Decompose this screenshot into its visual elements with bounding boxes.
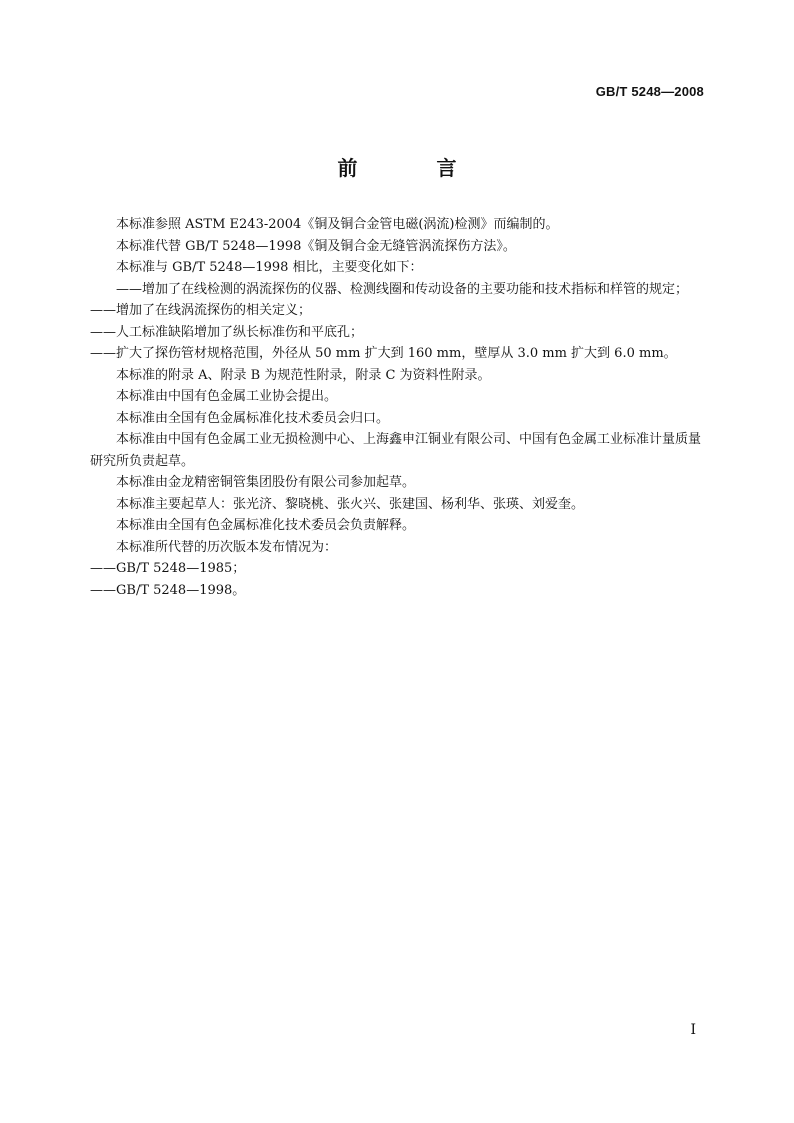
paragraph: 本标准由金龙精密铜管集团股份有限公司参加起草。 bbox=[116, 475, 416, 490]
list-item: ——扩大了探伤管材规格范围，外径从 50 mm 扩大到 160 mm，壁厚从 3.0 mm 扩大到 6.0 mm。 bbox=[90, 346, 677, 361]
list-item: ——增加了在线检测的涡流探伤的仪器、检测线圈和传动设备的主要功能和技术指标和样管的规定； bbox=[116, 281, 689, 297]
list-item: ——GB/T 5248—1998。 bbox=[90, 582, 246, 598]
paragraph: 本标准的附录 A、附录 B 为规范性附录，附录 C 为资料性附录。 bbox=[116, 367, 491, 383]
paragraph: 本标准由中国有色金属工业协会提出。 bbox=[116, 389, 338, 404]
paragraph: 本标准主要起草人：张光济、黎晓桃、张火兴、张建国、杨利华、张瑛、刘爱奎。 bbox=[116, 496, 585, 512]
paragraph: 本标准所代替的历次版本发布情况为： bbox=[116, 539, 338, 555]
standard-code: GB/T 5248—2008 bbox=[595, 84, 704, 99]
paragraph: 本标准与 GB/T 5248—1998 相比，主要变化如下： bbox=[116, 260, 423, 275]
list-item: ——人工标准缺陷增加了纵长标准伤和平底孔； bbox=[90, 324, 364, 340]
foreword-body bbox=[90, 214, 704, 601]
paragraph: 本标准由全国有色金属标准化技术委员会归口。 bbox=[116, 410, 390, 426]
paragraph: 本标准代替 GB/T 5248—1998《铜及铜合金无缝管涡流探伤方法》。 bbox=[116, 238, 516, 254]
page-number: I bbox=[690, 1022, 696, 1038]
page-title: 前 言 bbox=[337, 156, 493, 180]
list-item: ——增加了在线涡流探伤的相关定义； bbox=[90, 303, 312, 318]
paragraph: 本标准参照 ASTM E243-2004《铜及铜合金管电磁(涡流)检测》而编制的。 bbox=[116, 217, 559, 232]
paragraph: 本标准由全国有色金属标准化技术委员会负责解释。 bbox=[116, 518, 416, 533]
paragraph: 本标准由中国有色金属工业无损检测中心、上海鑫申江铜业有限公司、中国有色金属工业标准计量质量研究所负责起草。 bbox=[90, 432, 702, 469]
list-item: ——GB/T 5248—1985； bbox=[90, 561, 246, 576]
